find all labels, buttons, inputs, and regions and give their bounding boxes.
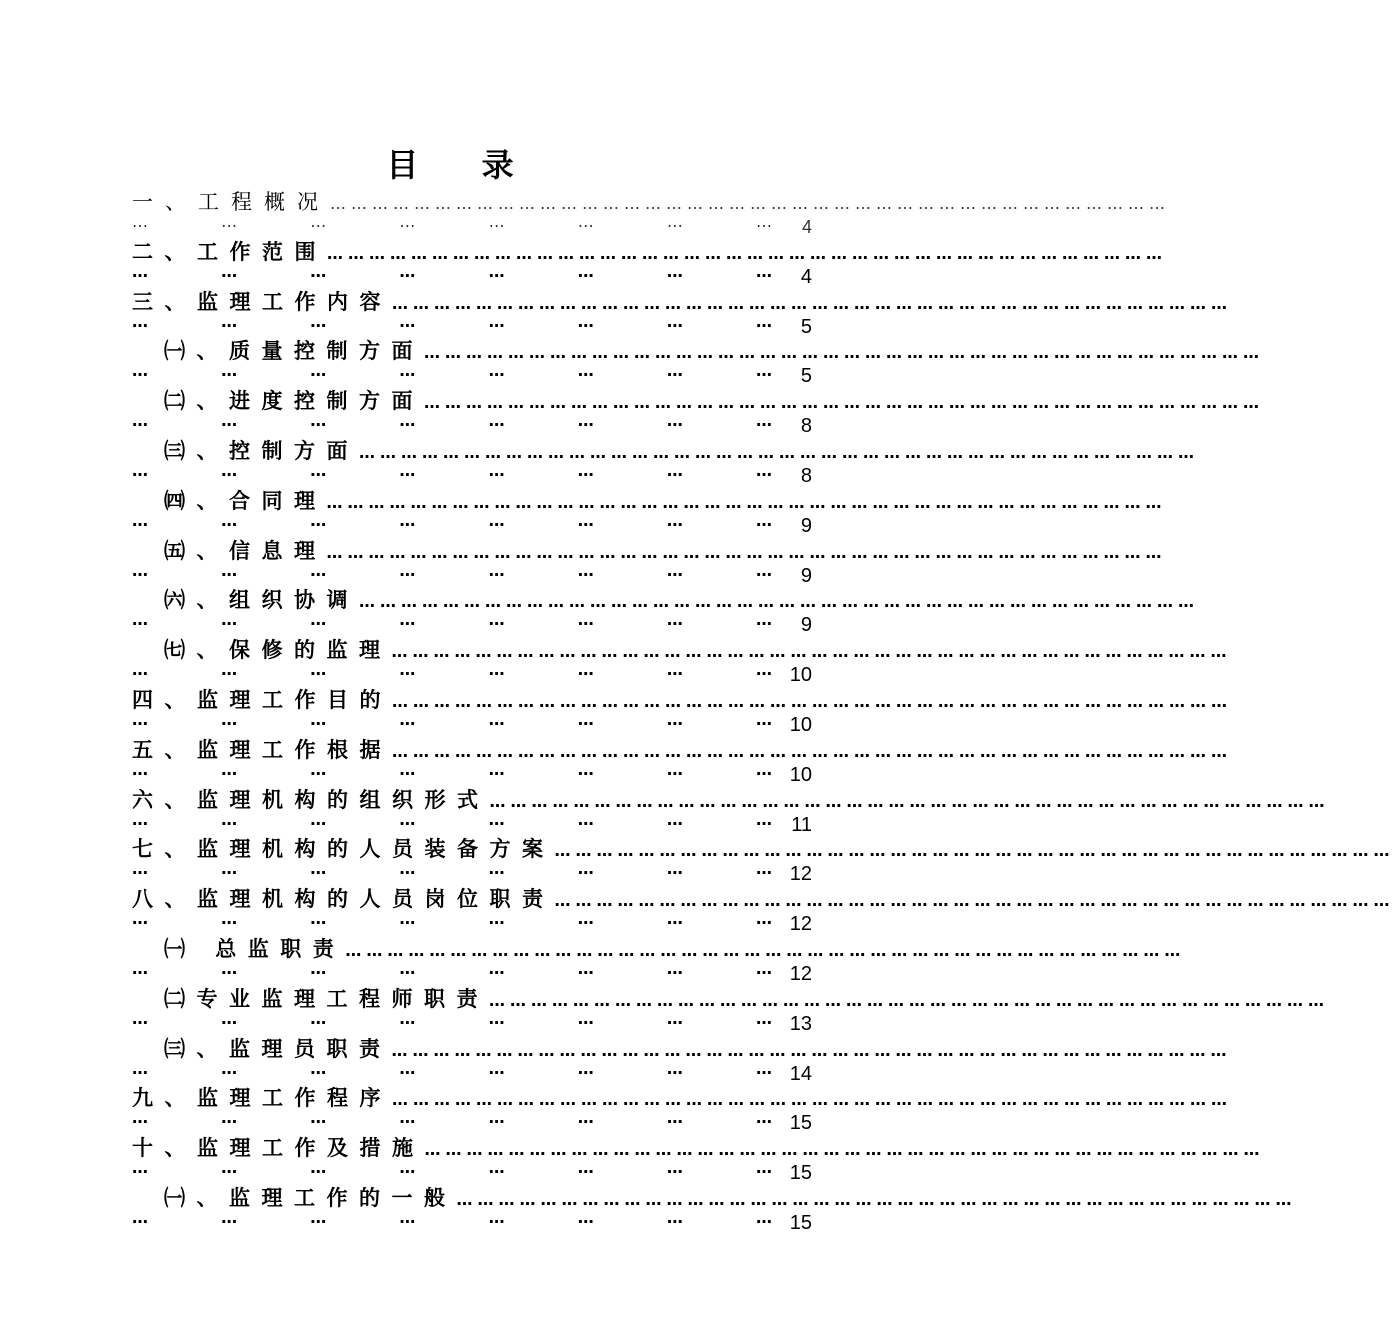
toc-page-number: 12 [789, 863, 812, 886]
toc-entry[interactable] [132, 833, 1395, 886]
dot-leader: ………………………………………………………………………………………………………… [326, 492, 1167, 512]
toc-entry[interactable] [132, 236, 1167, 288]
toc-entry-label: ㈢、控制方面 [164, 438, 359, 463]
toc-entry-label: 七、监理机构的人员装备方案 [132, 837, 555, 862]
dot-leader-continuation: … … … … … … … … [132, 660, 772, 680]
toc-entry[interactable] [132, 435, 1199, 487]
dot-leader-continuation: … … … … … … … … [132, 560, 772, 580]
dot-leader: ………………………………………………………………………………………………………… [392, 1090, 1232, 1110]
toc-page-number: 8 [800, 464, 812, 487]
dot-leader: ………………………………………………………………………………………………………… [456, 1189, 1297, 1209]
dot-leader: ………………………………………………………………………………………………………… [554, 841, 1395, 861]
toc-entry-label: ㈡、进度控制方面 [164, 389, 424, 414]
dot-leader-continuation: … … … … … … … … [132, 610, 772, 630]
toc-entry[interactable] [132, 485, 1167, 537]
dot-leader: ………………………………………………………………………………………………………… [359, 592, 1199, 612]
toc-entry[interactable] [132, 684, 1232, 736]
dot-leader: ………………………………………………………………………………………………………… [330, 194, 1170, 213]
dot-leader-continuation: … … … … … … … … [132, 1158, 772, 1178]
toc-page-number: 5 [800, 315, 812, 338]
dot-leader-continuation: … … … … … … … … [132, 212, 772, 231]
toc-page-number: 11 [791, 813, 812, 836]
toc-page-number: 4 [800, 265, 812, 288]
toc-entry-label: ㈢、监理员职责 [164, 1036, 392, 1061]
dot-leader-continuation: … … … … … … … … [132, 1108, 772, 1128]
toc-entry[interactable] [132, 286, 1232, 338]
dot-leader: ………………………………………………………………………………………………………… [392, 691, 1232, 711]
toc-entry[interactable] [132, 634, 1232, 687]
dot-leader-continuation: … … … … … … … … [132, 1008, 772, 1028]
table-of-contents [132, 186, 1395, 1234]
dot-leader: ………………………………………………………………………………………………………… [359, 442, 1199, 462]
toc-entry-label: ㈠、质量控制方面 [164, 339, 424, 364]
dot-leader: ………………………………………………………………………………………………………… [391, 1040, 1232, 1060]
toc-entry[interactable] [132, 734, 1232, 786]
dot-leader: ………………………………………………………………………………………………………… [326, 542, 1167, 562]
toc-entry-label: ㈦、保修的监理 [164, 638, 392, 663]
toc-page-number: 15 [789, 1211, 812, 1234]
toc-entry[interactable] [132, 883, 1395, 936]
dot-leader: ………………………………………………………………………………………………………… [327, 243, 1167, 263]
dot-leader: ………………………………………………………………………………………………………… [489, 791, 1330, 811]
toc-page-number: 4 [801, 217, 812, 237]
toc-entry[interactable] [132, 1182, 1297, 1234]
dot-leader-continuation: … … … … … … … … [132, 859, 772, 879]
dot-leader: ………………………………………………………………………………………………………… [554, 891, 1395, 911]
toc-entry-label: 三、监理工作内容 [132, 289, 392, 314]
toc-entry-label: ㈡专业监理工程师职责 [164, 986, 489, 1011]
toc-entry[interactable] [132, 1132, 1265, 1185]
toc-entry[interactable] [132, 584, 1199, 637]
dot-leader-continuation: … … … … … … … … [132, 361, 772, 381]
dot-leader-continuation: … … … … … … … … [132, 958, 772, 978]
dot-leader-continuation: … … … … … … … … [132, 759, 772, 779]
dot-leader: ………………………………………………………………………………………………………… [424, 393, 1264, 413]
dot-leader-continuation: … … … … … … … … [132, 709, 772, 729]
toc-entry-label: 十、监理工作及措施 [132, 1136, 425, 1161]
toc-page-number: 15 [789, 1162, 812, 1185]
toc-page-number: 15 [789, 1112, 812, 1135]
dot-leader: ………………………………………………………………………………………………………… [391, 642, 1232, 662]
dot-leader-continuation: … … … … … … … … [132, 411, 772, 431]
dot-leader-continuation: … … … … … … … … [132, 909, 772, 929]
page-title: 目 录 [386, 146, 540, 184]
dot-leader: ………………………………………………………………………………………………………… [392, 741, 1232, 761]
toc-entry-label: ㈠ 总监职责 [164, 936, 346, 961]
toc-entry-label: ㈤、信息理 [164, 538, 327, 563]
toc-entry-label: 一、工程概况 [132, 190, 330, 214]
toc-entry-label: ㈥、组织协调 [164, 588, 359, 613]
dot-leader: ………………………………………………………………………………………………………… [424, 1140, 1265, 1160]
toc-page-number: 10 [789, 763, 812, 786]
toc-entry-label: ㈠、监理工作的一般 [164, 1185, 457, 1210]
toc-entry-label: 八、监理机构的人员岗位职责 [132, 887, 555, 912]
toc-page-number: 14 [789, 1062, 812, 1085]
toc-entry[interactable] [132, 933, 1186, 985]
toc-page-number: 8 [800, 415, 812, 438]
toc-page-number: 12 [789, 962, 812, 985]
toc-entry-label: 五、监理工作根据 [132, 737, 392, 762]
dot-leader-continuation: … … … … … … … … [132, 1058, 772, 1078]
toc-entry-label: 九、监理工作程序 [132, 1086, 392, 1111]
dot-leader-continuation: … … … … … … … … [132, 809, 772, 829]
dot-leader: ………………………………………………………………………………………………………… [345, 940, 1186, 960]
toc-entry[interactable] [132, 535, 1167, 587]
dot-leader-continuation: … … … … … … … … [132, 460, 772, 480]
toc-entry[interactable] [132, 983, 1329, 1035]
toc-entry-label: ㈣、合同理 [164, 488, 327, 513]
toc-entry[interactable] [132, 186, 1170, 237]
toc-entry-label: 四、监理工作目的 [132, 687, 392, 712]
toc-entry[interactable] [132, 385, 1264, 438]
toc-page-number: 10 [789, 713, 812, 736]
toc-entry-label: 六、监理机构的组织形式 [132, 787, 490, 812]
toc-page-number: 9 [800, 614, 812, 637]
toc-entry[interactable] [132, 1082, 1232, 1135]
dot-leader-continuation: … … … … … … … … [132, 311, 772, 331]
toc-entry[interactable] [132, 784, 1330, 836]
toc-page-number: 10 [789, 664, 812, 687]
toc-entry[interactable] [132, 335, 1264, 388]
toc-page-number: 9 [800, 514, 812, 537]
toc-entry-label: 二、工作范围 [132, 239, 327, 264]
toc-page-number: 5 [800, 365, 812, 388]
dot-leader-continuation: … … … … … … … … [132, 1207, 772, 1227]
toc-page-number: 13 [789, 1012, 812, 1035]
toc-page-number: 12 [789, 913, 812, 936]
toc-entry[interactable] [132, 1033, 1232, 1085]
dot-leader: ………………………………………………………………………………………………………… [424, 343, 1264, 363]
dot-leader-continuation: … … … … … … … … [132, 261, 772, 281]
dot-leader-continuation: … … … … … … … … [132, 510, 772, 530]
toc-page-number: 9 [800, 564, 812, 587]
dot-leader: ………………………………………………………………………………………………………… [489, 990, 1329, 1010]
dot-leader: ………………………………………………………………………………………………………… [392, 293, 1232, 313]
